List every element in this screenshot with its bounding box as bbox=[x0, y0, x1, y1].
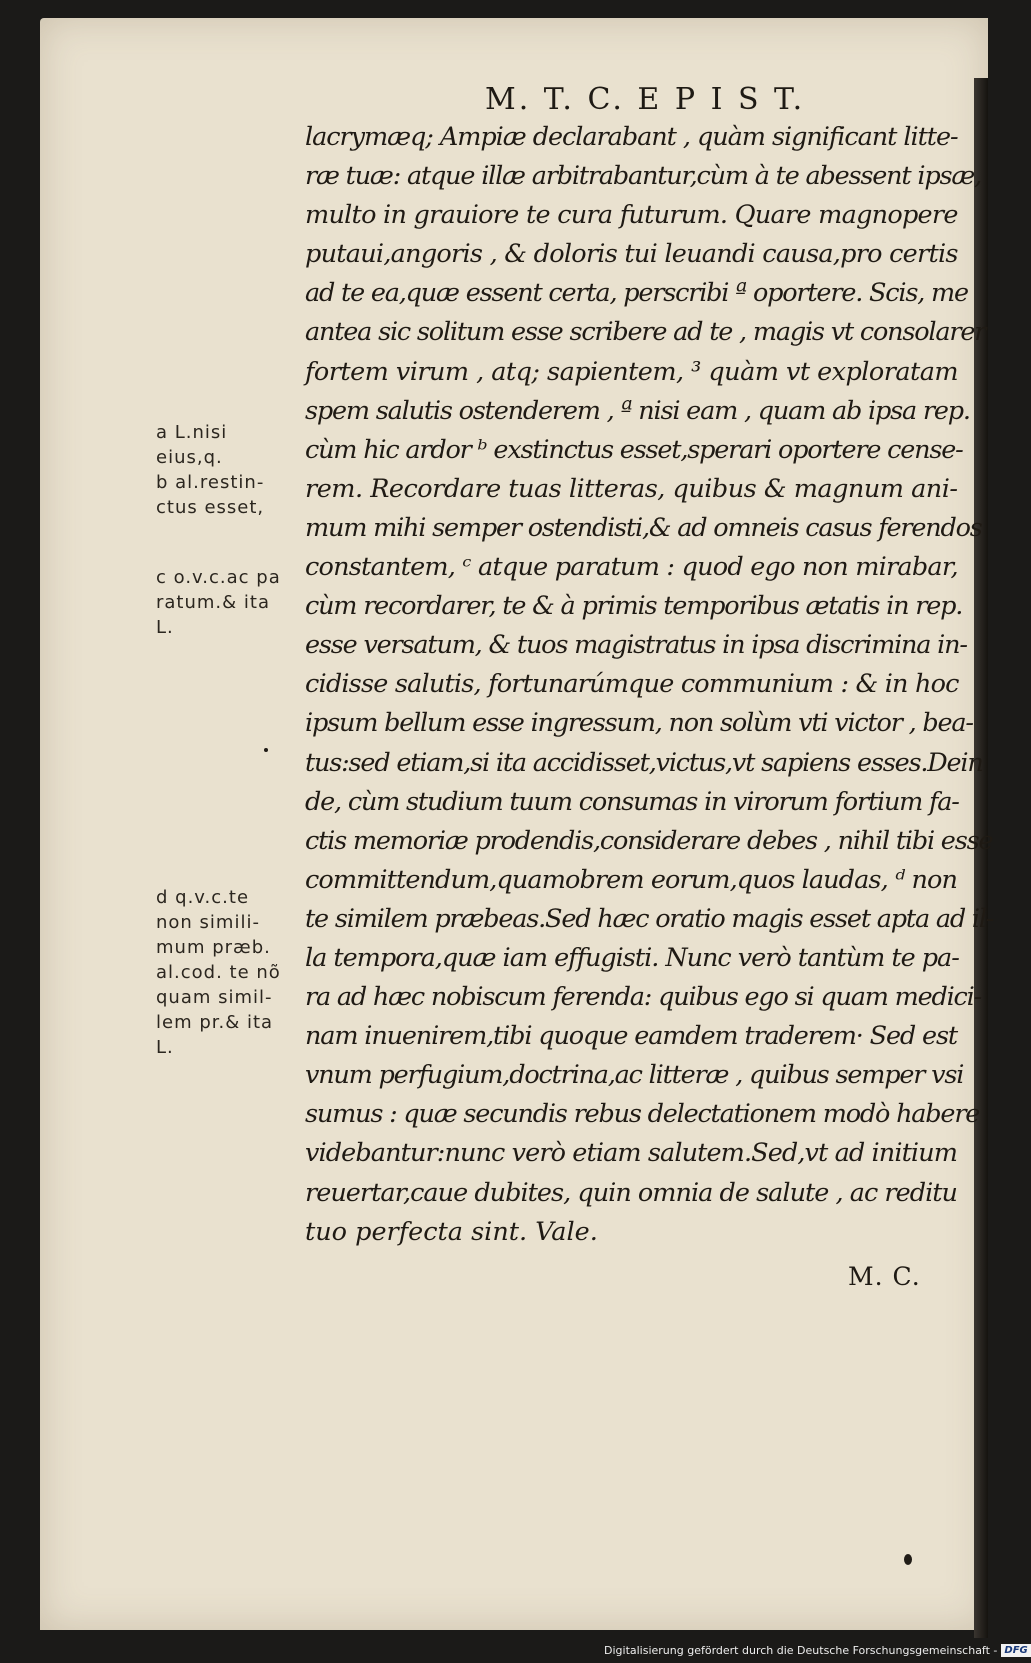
margin-note-line: c o.v.c.ac pa bbox=[156, 567, 281, 588]
signature: M. C. bbox=[848, 1262, 921, 1291]
margin-note-line: a L.nisi bbox=[156, 422, 228, 443]
text-line: cùm recordarer, te & à primis temporibus ætatis in rep. bbox=[305, 591, 963, 622]
text-line: rem. Recordare tuas litteras, quibus & magnum ani- bbox=[305, 473, 958, 504]
margin-note-line: lem pr.& ita bbox=[156, 1012, 274, 1033]
text-line: ctis memoriæ prodendis,considerare debes , nihil tibi esse bbox=[305, 825, 993, 856]
margin-note-line: mum præb. bbox=[156, 937, 271, 958]
text-line: nam inuenirem,tibi quoque eamdem traderem· Sed est bbox=[305, 1021, 957, 1052]
dfg-logo: DFG bbox=[1001, 1644, 1030, 1657]
text-line: ræ tuæ: atque illæ arbitrabantur,cùm à te abessent ipsæ, bbox=[305, 161, 981, 192]
margin-note-line: al.cod. te nõ bbox=[156, 962, 281, 983]
text-line: spem salutis ostenderem , ª nisi eam , quam ab ipsa rep. bbox=[305, 395, 970, 426]
margin-note-line: quam simil- bbox=[156, 987, 273, 1008]
text-line: lacrymæq; Ampiæ declarabant , quàm significant litte- bbox=[305, 122, 958, 152]
margin-note-line: eius,q. bbox=[156, 447, 223, 468]
text-line: committendum,quamobrem eorum,quos laudas, ᵈ non bbox=[305, 864, 957, 895]
text-line: tuo perfecta sint. Vale. bbox=[305, 1216, 598, 1247]
text-line: fortem virum , atq; sapientem, ³ quàm vt exploratam bbox=[305, 356, 959, 387]
text-line: esse versatum, & tuos magistratus in ipsa discrimina in- bbox=[305, 630, 967, 661]
credit-text: Digitalisierung gefördert durch die Deutsche Forschungsgemeinschaft - bbox=[604, 1644, 998, 1657]
text-line: te similem præbeas.Sed hæc oratio magis esset apta ad il- bbox=[305, 903, 994, 934]
text-line: de, cùm studium tuum consumas in virorum fortium fa- bbox=[305, 786, 959, 817]
margin-note-line: d q.v.c.te bbox=[156, 887, 250, 908]
text-line: tus:sed etiam,si ita accidisset,victus,vt sapiens esses.Dein bbox=[305, 747, 983, 778]
text-line: cidisse salutis, fortunarúmque communium : & in hoc bbox=[305, 669, 959, 700]
margin-note-c bbox=[156, 565, 281, 640]
text-line: multo in grauiore te cura futurum. Quare magnopere bbox=[305, 200, 958, 231]
text-line: reuertar,caue dubites, quin omnia de salute , ac reditu bbox=[305, 1177, 957, 1208]
margin-note-a bbox=[156, 420, 264, 520]
text-line: putaui,angoris , & doloris tui leuandi causa,pro certis bbox=[305, 239, 958, 270]
text-line: sumus : quæ secundis rebus delectationem modò habere bbox=[305, 1099, 980, 1130]
text-line: vnum perfugium,doctrina,ac litteræ , quibus semper vsi bbox=[305, 1060, 964, 1091]
text-line: ra ad hæc nobiscum ferenda: quibus ego si quam medici- bbox=[305, 982, 981, 1013]
text-line: antea sic solitum esse scribere ad te , magis vt consolarer bbox=[305, 317, 986, 348]
margin-note-line: L. bbox=[156, 617, 174, 638]
letter-body bbox=[305, 118, 994, 1252]
text-line: cùm hic ardor ᵇ exstinctus esset,sperari oportere cense- bbox=[305, 434, 963, 465]
text-line: ipsum bellum esse ingressum, non solùm vti victor , bea- bbox=[305, 708, 973, 739]
running-head: M. T. C. E P I S T. bbox=[485, 82, 806, 117]
digitization-credit bbox=[604, 1644, 1031, 1657]
page-edge-shadow bbox=[974, 78, 988, 1638]
text-line: constantem, ᶜ atque paratum : quod ego non mirabar, bbox=[305, 552, 958, 583]
margin-note-line: non simili- bbox=[156, 912, 260, 933]
text-line: ad te ea,quæ essent certa, perscribi ª oportere. Scis, me bbox=[305, 278, 968, 309]
text-line: la tempora,quæ iam effugisti. Nunc verò tantùm te pa- bbox=[305, 942, 959, 973]
margin-note-d bbox=[156, 885, 281, 1060]
ink-speck bbox=[904, 1554, 912, 1565]
margin-note-line: L. bbox=[156, 1037, 174, 1058]
margin-note-line: ctus esset, bbox=[156, 497, 265, 518]
text-line: mum mihi semper ostendisti,& ad omneis casus ferendos bbox=[305, 512, 982, 543]
margin-note-line: b al.restin- bbox=[156, 472, 265, 493]
text-line: videbantur:nunc verò etiam salutem.Sed,vt ad initium bbox=[305, 1138, 957, 1169]
margin-note-line: ratum.& ita bbox=[156, 592, 270, 613]
ink-speck bbox=[264, 748, 268, 752]
